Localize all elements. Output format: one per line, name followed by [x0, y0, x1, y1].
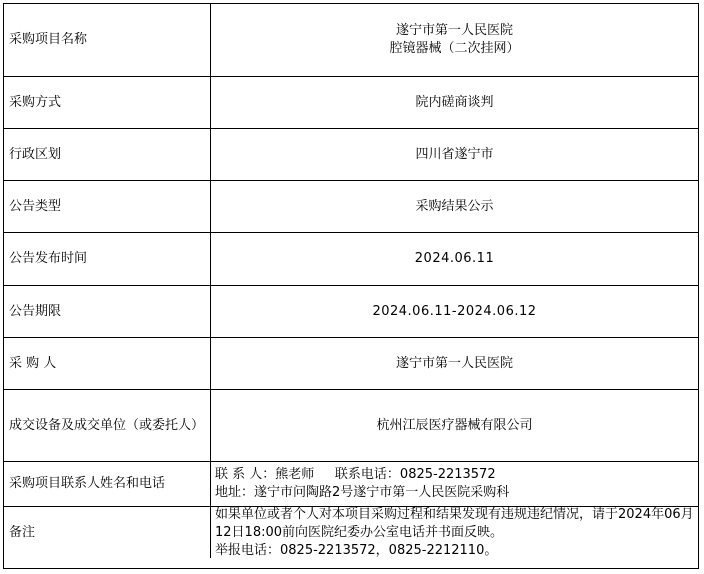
label-region: 行政区划 — [4, 129, 211, 181]
label-purchaser: 采 购 人 — [4, 338, 211, 390]
label-project-name: 采购项目名称 — [4, 4, 211, 77]
label-announcement-type: 公告类型 — [4, 181, 211, 233]
announcement-table — [3, 3, 699, 569]
label-procurement-method: 采购方式 — [4, 77, 211, 129]
value-contact — [211, 462, 698, 507]
value-announcement-type: 采购结果公示 — [211, 181, 698, 233]
value-publish-date: 2024.06.11 — [211, 233, 698, 286]
label-winning-supplier: 成交设备及成交单位（或委托人） — [4, 390, 211, 462]
project-name-line-2: 腔镜器械（二次挂网） — [389, 41, 520, 56]
value-announcement-period: 2024.06.11-2024.06.12 — [211, 286, 698, 338]
value-project-name — [211, 4, 698, 77]
project-name-line-1: 遂宁市第一人民医院 — [395, 23, 513, 38]
value-procurement-method: 院内磋商谈判 — [211, 77, 698, 129]
value-remarks — [211, 507, 698, 558]
label-contact: 采购项目联系人姓名和电话 — [4, 462, 211, 507]
remarks-line-1: 如果单位或者个人对本项目采购过程和结果发现有违规违纪情况，请于2024年06月12日18:00前向医院纪委办公室电话并书面反映。 — [215, 506, 694, 540]
label-publish-date: 公告发布时间 — [4, 233, 211, 286]
contact-line-2: 地址：遂宁市问陶路2号遂宁市第一人民医院采购科 — [215, 485, 510, 500]
value-region: 四川省遂宁市 — [211, 129, 698, 181]
contact-line-1: 联 系 人：熊老师 联系电话：0825-2213572 — [215, 467, 496, 482]
label-remarks: 备注 — [4, 507, 211, 558]
value-winning-supplier: 杭州江辰医疗器械有限公司 — [211, 390, 698, 462]
value-purchaser: 遂宁市第一人民医院 — [211, 338, 698, 390]
label-announcement-period: 公告期限 — [4, 286, 211, 338]
remarks-line-2: 举报电话：0825-2213572，0825-2212110。 — [215, 542, 498, 558]
